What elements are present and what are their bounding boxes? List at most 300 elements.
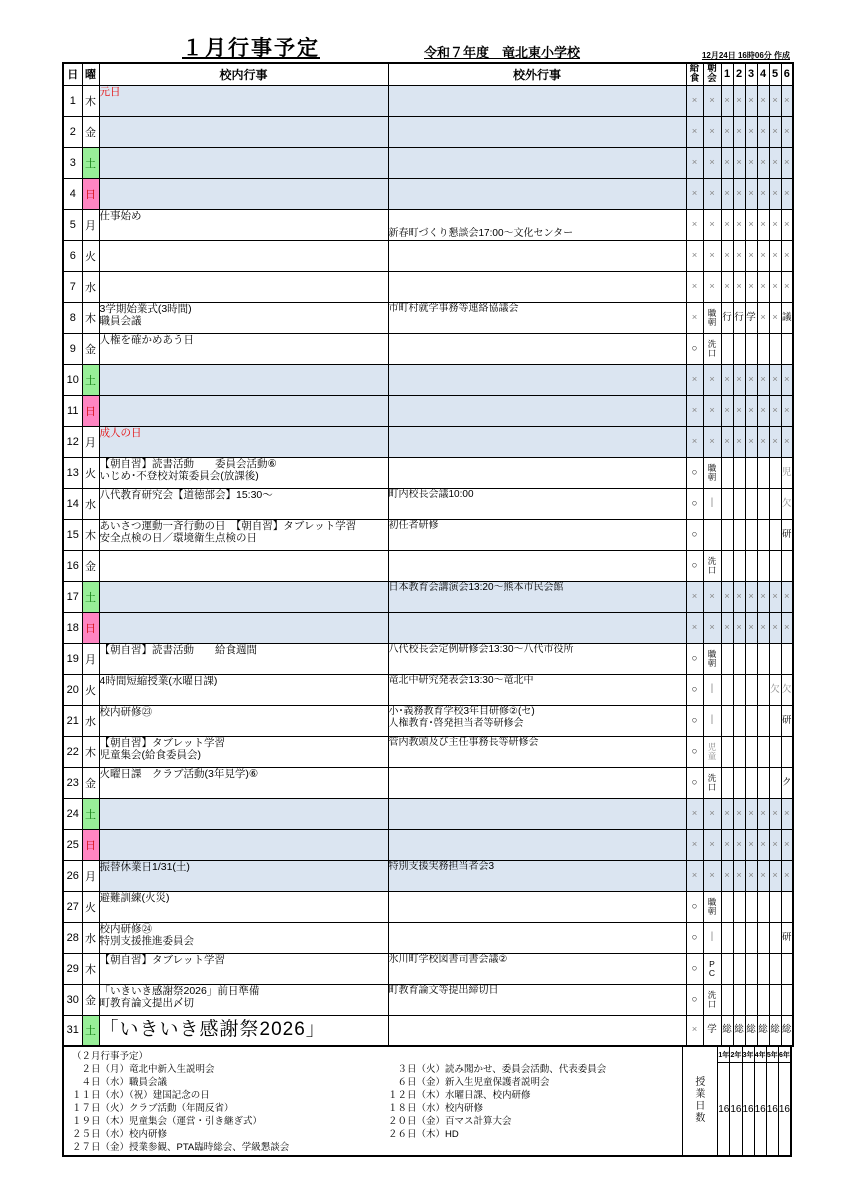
weekday-cell: 月: [82, 860, 99, 891]
period-5-mark: [769, 457, 781, 488]
period-5-mark: ×: [769, 426, 781, 457]
period-6-mark: [781, 736, 793, 767]
day-cell: 4: [63, 178, 82, 209]
period-3-mark: [745, 643, 757, 674]
period-2-mark: [733, 953, 745, 984]
assembly-mark: ×: [703, 395, 721, 426]
schedule-row: [63, 147, 793, 178]
period-1-mark: [721, 922, 733, 953]
period-3-mark: [745, 674, 757, 705]
school-events-cell: 火曜日課 クラブ活動(3年見学)⑥: [99, 767, 388, 798]
period-2-mark: ×: [733, 798, 745, 829]
day-cell: 30: [63, 984, 82, 1015]
weekday-cell: 木: [82, 85, 99, 116]
school-events-cell: [99, 550, 388, 581]
period-4-mark: ×: [757, 798, 769, 829]
grade-days-value: 16: [742, 1103, 754, 1115]
lunch-mark: ×: [686, 581, 703, 612]
school-events-cell: 八代教育研究会【道徳部会】15:30～: [99, 488, 388, 519]
period-4-mark: [757, 984, 769, 1015]
period-3-mark: 総: [745, 1015, 757, 1046]
assembly-mark: ×: [703, 426, 721, 457]
period-5-mark: [769, 519, 781, 550]
period-6-mark: [781, 984, 793, 1015]
weekday-cell: 土: [82, 581, 99, 612]
assembly-mark: 職 朝: [703, 643, 721, 674]
period-5-mark: [769, 488, 781, 519]
next-month-left-list: [72, 1050, 388, 1155]
period-6-mark: 欠: [781, 488, 793, 519]
lunch-mark: ○: [686, 984, 703, 1015]
lunch-mark: ×: [686, 395, 703, 426]
schedule-row: [63, 736, 793, 767]
period-4-mark: ×: [757, 271, 769, 302]
period-3-mark: [745, 488, 757, 519]
period-1-mark: ×: [721, 116, 733, 147]
period-3-mark: [745, 519, 757, 550]
lunch-mark: ×: [686, 798, 703, 829]
school-events-cell: [99, 829, 388, 860]
outside-events-cell: 町教育論文等提出締切日: [388, 984, 686, 1015]
period-1-mark: ×: [721, 426, 733, 457]
period-5-mark: [769, 333, 781, 364]
period-1-mark: ×: [721, 209, 733, 240]
period-3-mark: ×: [745, 829, 757, 860]
school-events-cell: [99, 364, 388, 395]
schedule-table: [62, 62, 794, 1047]
school-events-cell: 「いきいき感謝祭2026」前日準備 町教育論文提出〆切: [99, 984, 388, 1015]
lunch-mark: ×: [686, 426, 703, 457]
assembly-mark: ×: [703, 271, 721, 302]
assembly-mark: ×: [703, 147, 721, 178]
weekday-cell: 日: [82, 829, 99, 860]
grade-column: [767, 1047, 779, 1155]
lunch-mark: ×: [686, 116, 703, 147]
period-5-mark: 欠: [769, 674, 781, 705]
schedule-row: [63, 457, 793, 488]
lunch-mark: ○: [686, 674, 703, 705]
col-header-period-3: 3: [745, 63, 757, 85]
col-header-day: 日: [63, 63, 82, 85]
schedule-row: [63, 922, 793, 953]
grade-column: [718, 1047, 730, 1155]
period-3-mark: ×: [745, 209, 757, 240]
day-cell: 14: [63, 488, 82, 519]
outside-events-cell: [388, 798, 686, 829]
outside-events-cell: [388, 85, 686, 116]
grade-header: 4年: [755, 1047, 766, 1063]
lunch-mark: ×: [686, 271, 703, 302]
period-5-mark: ×: [769, 395, 781, 426]
schedule-row: [63, 829, 793, 860]
period-2-mark: [733, 736, 745, 767]
school-events-cell: 【朝自習】読書活動 委員会活動⑥ いじめ･不登校対策委員会(放課後): [99, 457, 388, 488]
assembly-mark: 学: [703, 1015, 721, 1046]
period-2-mark: [733, 519, 745, 550]
period-5-mark: ×: [769, 302, 781, 333]
period-2-mark: ×: [733, 860, 745, 891]
period-6-mark: [781, 643, 793, 674]
period-3-mark: 学: [745, 302, 757, 333]
outside-events-cell: [388, 1015, 686, 1046]
period-3-mark: ×: [745, 364, 757, 395]
outside-events-cell: [388, 922, 686, 953]
lunch-mark: ×: [686, 829, 703, 860]
period-3-mark: [745, 550, 757, 581]
assembly-mark: ×: [703, 116, 721, 147]
outside-events-cell: 新春町づくり懇談会17:00～文化センター: [388, 209, 686, 240]
grade-header: 5年: [767, 1047, 778, 1063]
day-cell: 20: [63, 674, 82, 705]
period-6-mark: 議: [781, 302, 793, 333]
period-6-mark: ×: [781, 860, 793, 891]
weekday-cell: 火: [82, 891, 99, 922]
period-5-mark: ×: [769, 271, 781, 302]
period-5-mark: [769, 767, 781, 798]
grade-days-value: 16: [730, 1103, 742, 1115]
period-4-mark: [757, 550, 769, 581]
day-cell: 24: [63, 798, 82, 829]
day-cell: 28: [63, 922, 82, 953]
col-header-period-2: 2: [733, 63, 745, 85]
next-month-event: ２７日（金）授業参観、PTA臨時総会、学級懇談会: [72, 1142, 290, 1153]
day-cell: 22: [63, 736, 82, 767]
lunch-mark: ○: [686, 736, 703, 767]
schedule-row: [63, 271, 793, 302]
period-4-mark: ×: [757, 829, 769, 860]
period-1-mark: ×: [721, 147, 733, 178]
weekday-cell: 月: [82, 643, 99, 674]
next-month-event: ２６日（木）HD: [388, 1129, 459, 1140]
assembly-mark: 洗 口: [703, 767, 721, 798]
outside-events-cell: [388, 612, 686, 643]
period-3-mark: ×: [745, 240, 757, 271]
lunch-mark: ○: [686, 891, 703, 922]
created-timestamp: 12月24日 16時06分 作成: [701, 51, 790, 60]
period-5-mark: ×: [769, 612, 781, 643]
weekday-cell: 金: [82, 333, 99, 364]
schedule-row: [63, 85, 793, 116]
period-2-mark: ×: [733, 581, 745, 612]
outside-events-cell: [388, 457, 686, 488]
period-2-mark: [733, 674, 745, 705]
day-cell: 31: [63, 1015, 82, 1046]
grade-days-value: 16: [778, 1103, 790, 1115]
period-3-mark: ×: [745, 581, 757, 612]
day-cell: 5: [63, 209, 82, 240]
outside-events-cell: [388, 116, 686, 147]
outside-events-cell: 小･義務教育学校3年目研修②(セ) 人権教育･啓発担当者等研修会: [388, 705, 686, 736]
next-month-event: （２月行事予定）: [72, 1051, 149, 1062]
lunch-mark: ○: [686, 643, 703, 674]
schedule-row: [63, 798, 793, 829]
weekday-cell: 月: [82, 209, 99, 240]
assembly-mark: ｜: [703, 674, 721, 705]
day-cell: 15: [63, 519, 82, 550]
lunch-mark: ×: [686, 1015, 703, 1046]
schedule-row: [63, 364, 793, 395]
period-5-mark: ×: [769, 581, 781, 612]
next-month-right-list: [388, 1063, 682, 1155]
lunch-mark: ○: [686, 333, 703, 364]
period-1-mark: ×: [721, 829, 733, 860]
grade-days-value: 16: [718, 1103, 730, 1115]
assembly-mark: 職 朝: [703, 891, 721, 922]
next-month-event: ２日（月）竜北中新入生説明会: [72, 1064, 215, 1075]
period-2-mark: [733, 333, 745, 364]
table-header-row: [63, 63, 793, 85]
day-cell: 16: [63, 550, 82, 581]
school-events-cell: [99, 395, 388, 426]
period-1-mark: [721, 891, 733, 922]
period-6-mark: [781, 550, 793, 581]
period-5-mark: [769, 953, 781, 984]
period-5-mark: [769, 891, 781, 922]
period-5-mark: ×: [769, 364, 781, 395]
weekday-cell: 火: [82, 674, 99, 705]
outside-events-cell: [388, 891, 686, 922]
period-5-mark: ×: [769, 829, 781, 860]
lunch-mark: ×: [686, 85, 703, 116]
outside-events-cell: [388, 829, 686, 860]
period-3-mark: ×: [745, 147, 757, 178]
period-5-mark: [769, 643, 781, 674]
assembly-mark: ×: [703, 829, 721, 860]
lunch-mark: ×: [686, 860, 703, 891]
period-6-mark: [781, 333, 793, 364]
weekday-cell: 土: [82, 364, 99, 395]
period-2-mark: [733, 643, 745, 674]
next-month-event: ２５日（水）校内研修: [72, 1129, 168, 1140]
assembly-mark: ｜: [703, 488, 721, 519]
page-title: １月行事予定: [182, 37, 320, 60]
schedule-row: [63, 1015, 793, 1046]
weekday-cell: 金: [82, 767, 99, 798]
period-6-mark: 欠: [781, 674, 793, 705]
period-5-mark: ×: [769, 209, 781, 240]
lunch-mark: ○: [686, 767, 703, 798]
period-6-mark: ×: [781, 426, 793, 457]
assembly-mark: 洗 口: [703, 550, 721, 581]
lunch-mark: ○: [686, 705, 703, 736]
next-month-event: １７日（火）クラブ活動（年間反省）: [72, 1103, 234, 1114]
next-month-event: ６日（金）新入生児童保護者説明会: [388, 1077, 550, 1088]
day-cell: 6: [63, 240, 82, 271]
day-cell: 2: [63, 116, 82, 147]
weekday-cell: 金: [82, 116, 99, 147]
lunch-mark: ○: [686, 519, 703, 550]
period-4-mark: [757, 333, 769, 364]
schedule-row: [63, 953, 793, 984]
schedule-row: [63, 643, 793, 674]
period-1-mark: 総: [721, 1015, 733, 1046]
assembly-mark: ×: [703, 209, 721, 240]
period-4-mark: ×: [757, 395, 769, 426]
grade-column: [743, 1047, 755, 1155]
period-1-mark: [721, 674, 733, 705]
day-cell: 18: [63, 612, 82, 643]
period-6-mark: 児: [781, 457, 793, 488]
day-cell: 17: [63, 581, 82, 612]
period-4-mark: ×: [757, 178, 769, 209]
col-header-lunch: 給食: [686, 63, 703, 85]
weekday-cell: 土: [82, 798, 99, 829]
assembly-mark: 洗 口: [703, 984, 721, 1015]
grade-days-value: 16: [766, 1103, 778, 1115]
lunch-mark: ×: [686, 240, 703, 271]
period-2-mark: [733, 891, 745, 922]
period-1-mark: ×: [721, 178, 733, 209]
period-3-mark: [745, 922, 757, 953]
period-6-mark: [781, 953, 793, 984]
period-6-mark: [781, 891, 793, 922]
school-events-cell: 【朝自習】タブレット学習: [99, 953, 388, 984]
period-2-mark: [733, 922, 745, 953]
period-4-mark: ×: [757, 147, 769, 178]
outside-events-cell: [388, 767, 686, 798]
period-1-mark: ×: [721, 395, 733, 426]
outside-events-cell: [388, 395, 686, 426]
period-5-mark: 総: [769, 1015, 781, 1046]
period-6-mark: ×: [781, 85, 793, 116]
outside-events-cell: 特別支援実務担当者会3: [388, 860, 686, 891]
next-month-event: ２０日（金）百マス計算大会: [388, 1116, 512, 1127]
assembly-mark: ｜: [703, 922, 721, 953]
outside-events-cell: [388, 147, 686, 178]
period-1-mark: [721, 550, 733, 581]
period-2-mark: [733, 705, 745, 736]
period-4-mark: [757, 674, 769, 705]
period-5-mark: ×: [769, 240, 781, 271]
school-events-cell: 校内研修㉔ 特別支援推進委員会: [99, 922, 388, 953]
next-month-event: ４日（水）職員会議: [72, 1077, 168, 1088]
weekday-cell: 木: [82, 736, 99, 767]
assembly-mark: ｜: [703, 705, 721, 736]
period-4-mark: [757, 457, 769, 488]
col-header-school: 校内行事: [99, 63, 388, 85]
outside-events-cell: [388, 426, 686, 457]
school-events-cell: [99, 581, 388, 612]
period-4-mark: ×: [757, 209, 769, 240]
col-header-weekday: 曜: [82, 63, 99, 85]
period-4-mark: [757, 767, 769, 798]
period-6-mark: ク: [781, 767, 793, 798]
period-6-mark: ×: [781, 178, 793, 209]
weekday-cell: 木: [82, 953, 99, 984]
schedule-row: [63, 984, 793, 1015]
lunch-mark: ○: [686, 488, 703, 519]
weekday-cell: 木: [82, 302, 99, 333]
assembly-mark: ×: [703, 240, 721, 271]
day-cell: 10: [63, 364, 82, 395]
period-4-mark: ×: [757, 364, 769, 395]
school-events-cell: 元日: [99, 85, 388, 116]
lunch-mark: ×: [686, 209, 703, 240]
school-events-cell: [99, 178, 388, 209]
school-events-cell: 振替休業日1/31(土): [99, 860, 388, 891]
period-3-mark: ×: [745, 612, 757, 643]
weekday-cell: 日: [82, 395, 99, 426]
school-events-cell: 3学期始業式(3時間) 職員会議: [99, 302, 388, 333]
school-year-subtitle: 令和７年度 竜北東小学校: [424, 45, 581, 60]
schedule-row: [63, 612, 793, 643]
schedule-row: [63, 891, 793, 922]
period-1-mark: [721, 736, 733, 767]
grade-header: 6年: [779, 1047, 790, 1063]
school-events-cell: 4時間短縮授業(水曜日課): [99, 674, 388, 705]
school-events-cell: [99, 798, 388, 829]
day-cell: 12: [63, 426, 82, 457]
period-5-mark: ×: [769, 116, 781, 147]
period-6-mark: ×: [781, 209, 793, 240]
weekday-cell: 水: [82, 922, 99, 953]
period-3-mark: ×: [745, 860, 757, 891]
outside-events-cell: [388, 271, 686, 302]
school-events-cell: [99, 240, 388, 271]
period-2-mark: ×: [733, 147, 745, 178]
day-cell: 25: [63, 829, 82, 860]
weekday-cell: 土: [82, 147, 99, 178]
period-4-mark: 総: [757, 1015, 769, 1046]
assembly-mark: ×: [703, 178, 721, 209]
next-month-event: ３日（火）読み聞かせ、委員会活動、代表委員会: [388, 1064, 607, 1075]
period-2-mark: ×: [733, 426, 745, 457]
outside-events-cell: [388, 550, 686, 581]
period-2-mark: 行: [733, 302, 745, 333]
outside-events-cell: [388, 178, 686, 209]
period-6-mark: ×: [781, 612, 793, 643]
period-2-mark: [733, 550, 745, 581]
schedule-row: [63, 116, 793, 147]
col-header-period-6: 6: [781, 63, 793, 85]
period-2-mark: [733, 767, 745, 798]
period-1-mark: [721, 457, 733, 488]
lunch-mark: ○: [686, 922, 703, 953]
lunch-mark: ×: [686, 612, 703, 643]
period-1-mark: ×: [721, 860, 733, 891]
assembly-mark: ×: [703, 364, 721, 395]
period-3-mark: [745, 736, 757, 767]
period-4-mark: [757, 922, 769, 953]
school-events-cell: 避難訓練(火災): [99, 891, 388, 922]
period-2-mark: [733, 457, 745, 488]
period-6-mark: ×: [781, 240, 793, 271]
period-6-mark: ×: [781, 829, 793, 860]
outside-events-cell: 八代校長会定例研修会13:30～八代市役所: [388, 643, 686, 674]
period-2-mark: ×: [733, 209, 745, 240]
school-events-cell: 仕事始め: [99, 209, 388, 240]
document-header: [62, 36, 792, 62]
assembly-mark: 職 朝: [703, 302, 721, 333]
schedule-row: [63, 395, 793, 426]
period-3-mark: [745, 953, 757, 984]
school-events-cell: [99, 271, 388, 302]
period-1-mark: [721, 705, 733, 736]
attendance-days-table: [718, 1047, 790, 1155]
schedule-row: [63, 209, 793, 240]
period-4-mark: [757, 519, 769, 550]
outside-events-cell: [388, 240, 686, 271]
period-3-mark: [745, 333, 757, 364]
school-events-cell: 【朝自習】読書活動 給食週間: [99, 643, 388, 674]
period-4-mark: ×: [757, 860, 769, 891]
schedule-row: [63, 333, 793, 364]
period-2-mark: ×: [733, 271, 745, 302]
period-4-mark: [757, 705, 769, 736]
day-cell: 9: [63, 333, 82, 364]
period-3-mark: ×: [745, 798, 757, 829]
school-events-cell: [99, 116, 388, 147]
